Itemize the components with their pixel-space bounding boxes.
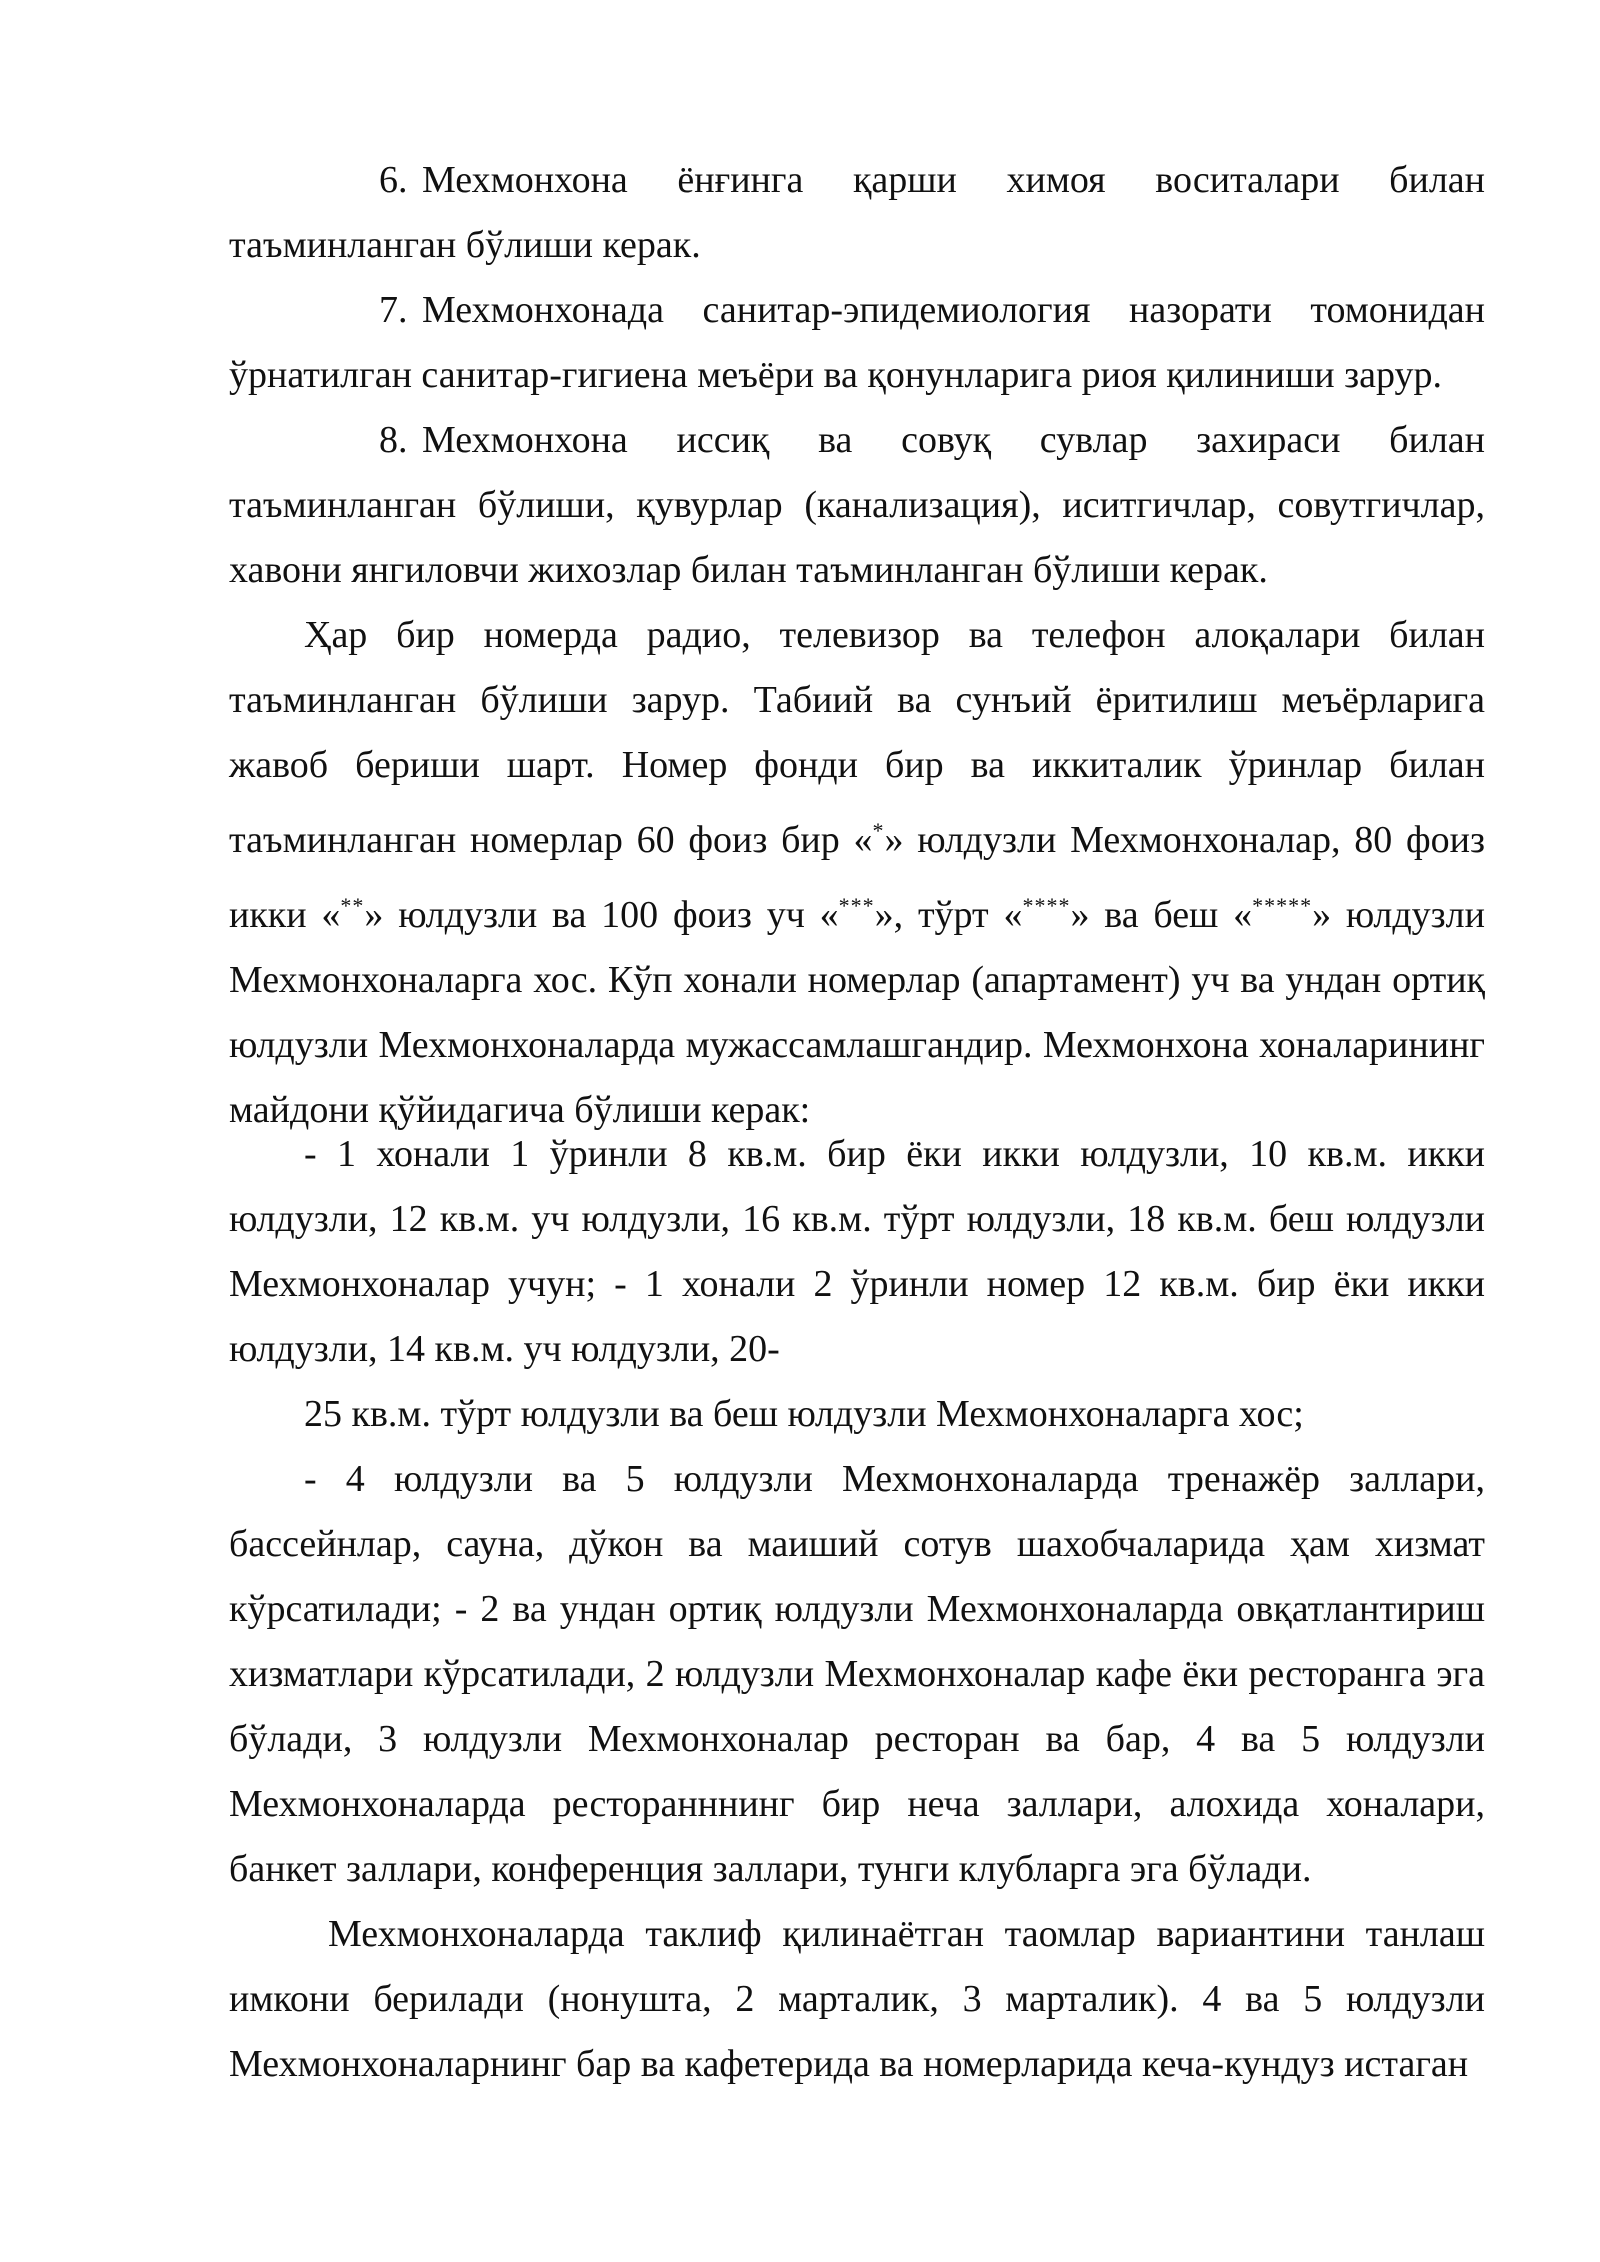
paragraph-6 xyxy=(229,148,1485,278)
paragraph-room-area-continued: 25 кв.м. тўрт юлдузли ва беш юлдузли Мехмонхоналарга хос; xyxy=(304,1393,1304,1435)
paragraph-7 xyxy=(229,278,1485,408)
item-number: 6. xyxy=(379,159,408,201)
text-run: », тўрт « xyxy=(874,894,1023,936)
item-number: 7. xyxy=(379,289,408,331)
paragraph-services: - 4 юлдузли ва 5 юлдузли Мехмонхоналарда тренажёр заллари, бассейнлар, сауна, дўкон ва маиший сотув шахобчаларида ҳам хизмат кўрсатилади; - 2 ва ундан ортиқ юлдузли Мехмонхоналарда овқатлантириш хизматлари кўрсатилади, 2 юлдузли Мехмонхоналар кафе ёки ресторанга эга бўлади, 3 юлдузли Мехмонхоналар ресторан ва бар, 4 ва 5 юлдузли Мехмонхоналарда ресторанннинг бир неча заллари, алохида хоналари, банкет заллари, конференция заллари, тунги клубларга эга бўлади. xyxy=(229,1458,1485,1890)
star-mark: * xyxy=(872,818,885,843)
paragraph-meals: Мехмонхоналарда таклиф қилинаётган таомлар вариантини танлаш имкони берилади (нонушта, 2 марталик, 3 марталик). 4 ва 5 юлдузли Мехмонхоналарнинг бар ва кафетерида ва номерларида кеча-кундуз истаган xyxy=(229,1913,1485,2085)
text-run: Ҳар бир номерда радио, телевизор ва телефон алоқалари билан таъминланган бўлиши зарур. Табиий ва сунъий ёритилиш меъёрларига жавоб бериши шарт. Номер фонди бир ва иккиталик ўринлар билан таъминланган номерлар 60 фоиз бир « xyxy=(229,614,1485,861)
paragraph-8 xyxy=(229,408,1485,603)
text-run: » юлдузли Мехмонхоналарга хос. Кўп хонали номерлар (апартамент) уч ва ундан ортиқ юлдузли Мехмонхоналарда мужассамлашгандир. Мехмонхона хоналарининг майдони қўйидагича бўлиши керак: xyxy=(229,894,1485,1131)
paragraph-text: Мехмонхона ёнғинга қарши химоя воситалари билан таъминланган бўлиши керак. xyxy=(229,159,1485,266)
star-mark: ***** xyxy=(1252,893,1313,918)
star-mark: *** xyxy=(838,893,875,918)
paragraph-text: Мехмонхонада санитар-эпидемиология назорати томонидан ўрнатилган санитар-гигиена меъёри ва қонунларига риоя қилиниши зарур. xyxy=(229,289,1485,396)
text-run: » юлдузли Мехмонхоналар, 80 фоиз икки « xyxy=(229,819,1485,936)
text-run: » ва беш « xyxy=(1070,894,1253,936)
star-mark: **** xyxy=(1022,893,1071,918)
text-run: » юлдузли ва 100 фоиз уч « xyxy=(364,894,839,936)
item-number: 8. xyxy=(379,419,408,461)
paragraph-rooms-equipment xyxy=(229,603,1485,1143)
paragraph-room-area: - 1 хонали 1 ўринли 8 кв.м. бир ёки икки юлдузли, 10 кв.м. икки юлдузли, 12 кв.м. уч юлдузли, 16 кв.м. тўрт юлдузли, 18 кв.м. беш юлдузли Мехмонхоналар учун; - 1 хонали 2 ўринли номер 12 кв.м. бир ёки икки юлдузли, 14 кв.м. уч юлдузли, 20- xyxy=(229,1133,1485,1370)
star-mark: ** xyxy=(340,893,365,918)
paragraph-text: Мехмонхона иссиқ ва совуқ сувлар захираси билан таъминланган бўлиши, қувурлар (канализация), иситгичлар, совутгичлар, хавони янгиловчи жихозлар билан таъминланган бўлиши керак. xyxy=(229,419,1485,591)
